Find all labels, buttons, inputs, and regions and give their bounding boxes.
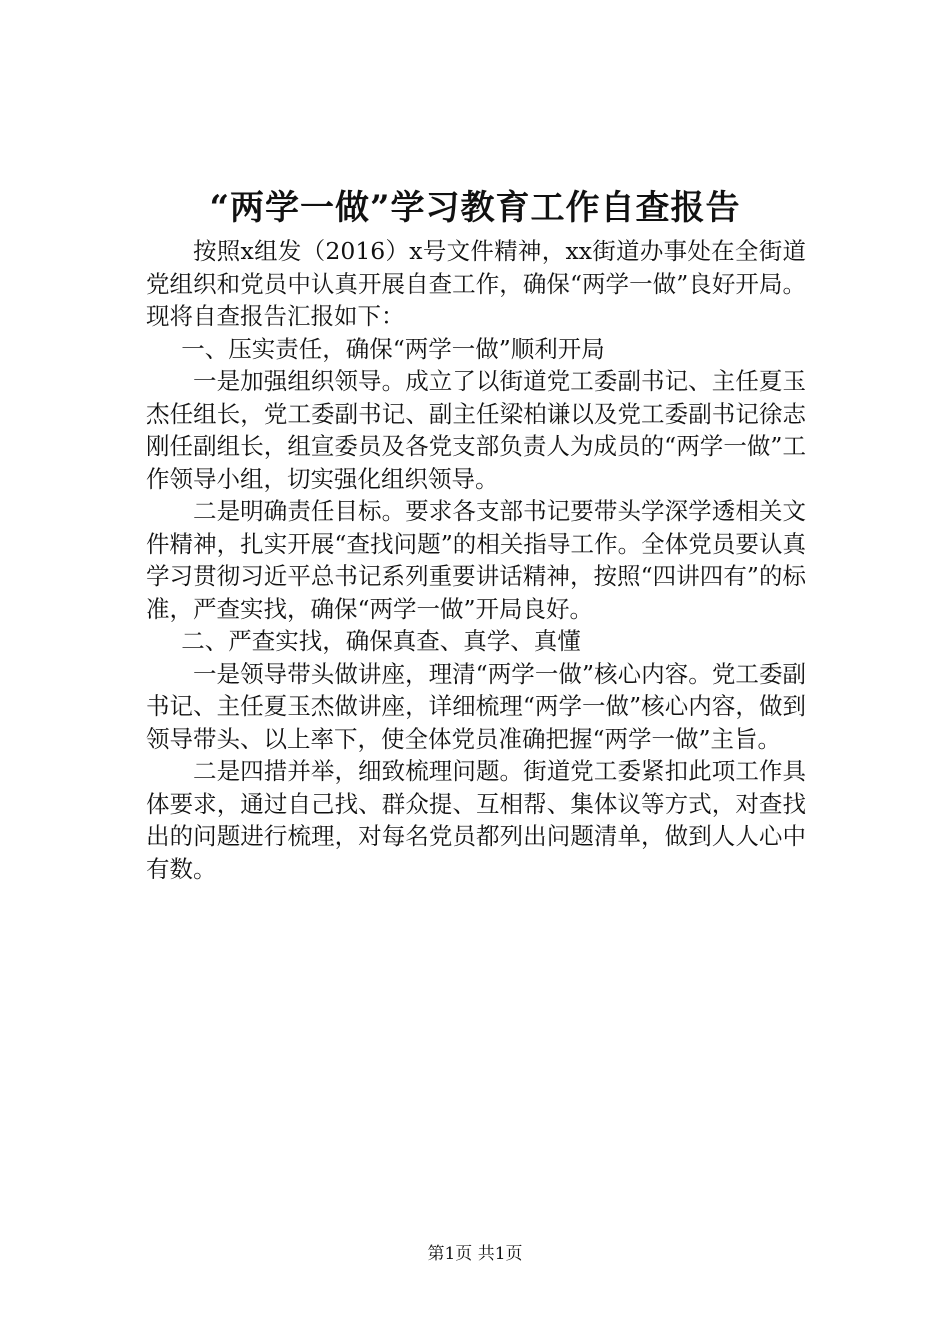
body-paragraph: 一是加强组织领导。成立了以街道党工委副书记、主任夏玉杰任组长，党工委副书记、副主任梁柏谦以及党工委副书记徐志刚任副组长，组宣委员及各党支部负责人为成员的“两学一做”工作领导小组，切实强化组织领导。 (146, 367, 806, 493)
intro-paragraph: 按照x组发（2016）x号文件精神，xx街道办事处在全街道党组织和党员中认真开展自查工作，确保“两学一做”良好开局。现将自查报告汇报如下： (146, 237, 806, 330)
section-heading-2: 二、严查实找，确保真查、真学、真懂 (181, 627, 581, 655)
body-paragraph: 一是领导带头做讲座，理清“两学一做”核心内容。党工委副书记、主任夏玉杰做讲座，详细梳理“两学一做”核心内容，做到领导带头、以上率下，使全体党员准确把握“两学一做”主旨。 (146, 659, 806, 753)
body-paragraph: 二是明确责任目标。要求各支部书记要带头学深学透相关文件精神，扎实开展“查找问题”的相关指导工作。全体党员要认真学习贯彻习近平总书记系列重要讲话精神，按照“四讲四有”的标准，严查实找，确保“两学一做”开局良好。 (146, 497, 806, 623)
section-heading-1: 一、压实责任，确保“两学一做”顺利开局 (181, 334, 605, 363)
document-title: “两学一做”学习教育工作自查报告 (209, 188, 741, 228)
document-body (146, 235, 806, 885)
page-number-footer: 第1页 共1页 (427, 1244, 523, 1264)
body-paragraph: 二是四措并举，细致梳理问题。街道党工委紧扣此项工作具体要求，通过自己找、群众提、互相帮、集体议等方式，对查找出的问题进行梳理，对每名党员都列出问题清单，做到人人心中有数。 (146, 757, 806, 883)
